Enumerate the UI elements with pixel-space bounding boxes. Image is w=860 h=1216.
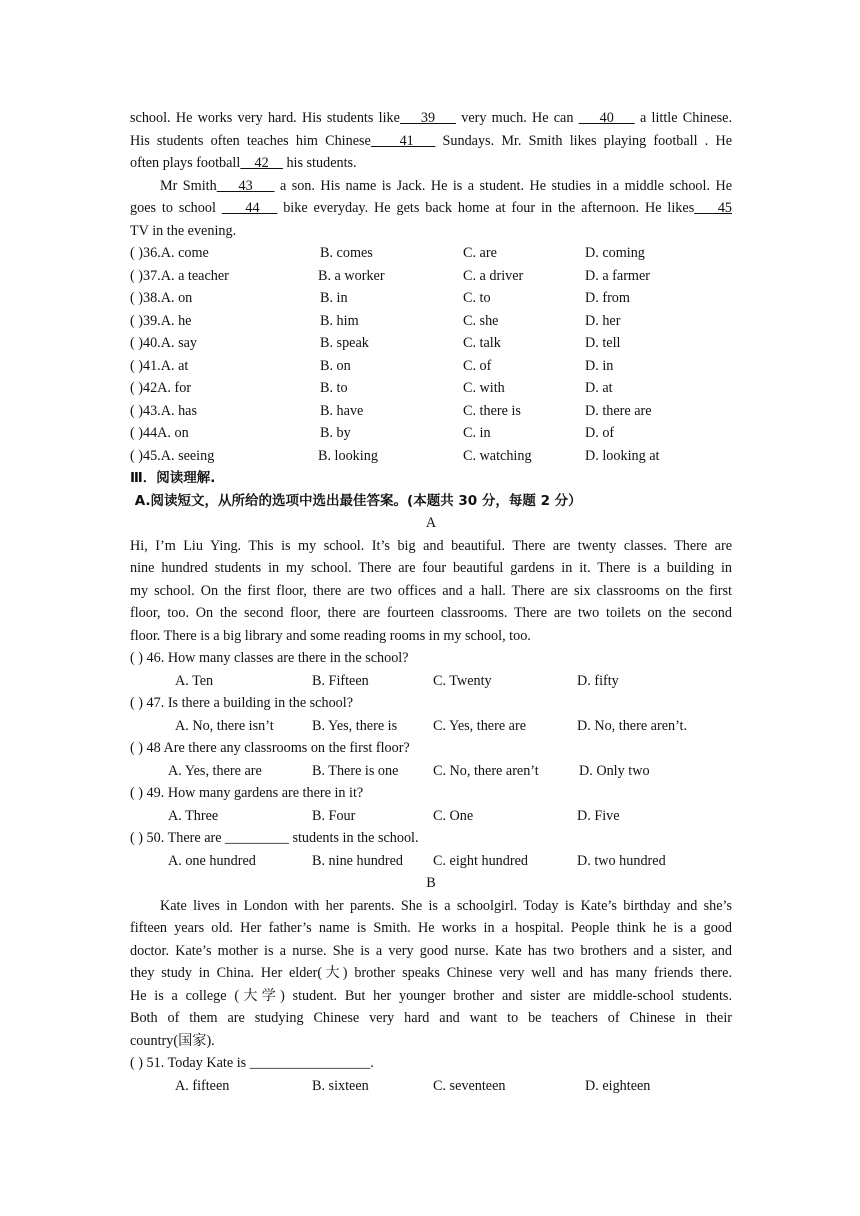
cloze-passage	[130, 107, 732, 242]
option-c: C. Yes, there are	[433, 717, 526, 734]
passage-a	[130, 535, 732, 648]
option-b: B. in	[320, 290, 348, 306]
option-c: C. watching	[463, 447, 532, 464]
cloze-text: Mr Smith	[160, 177, 217, 194]
passage-line: doctor. Kate’s mother is a nurse. She is a very good nurse. Kate has two brothers and a sister, and	[130, 942, 732, 959]
question-text: ( ) 47. Is there a building in the school?	[130, 695, 354, 711]
option-d: D. in	[585, 357, 614, 374]
cloze-text: school. He works very hard. His students like	[130, 110, 400, 126]
cloze-text: Sundays. Mr. Smith likes playing football . He	[435, 132, 732, 149]
cloze-text: very much. He can	[456, 110, 579, 126]
option-a: A. Ten	[175, 672, 214, 689]
option-b: B. to	[320, 380, 348, 396]
cloze-line	[130, 130, 732, 153]
blank-45: 45	[694, 200, 733, 216]
passage-b	[130, 895, 732, 1053]
option-c: C. No, there aren’t	[433, 762, 539, 779]
question-stem	[130, 782, 732, 805]
cloze-text: a little Chinese.	[634, 110, 733, 126]
cloze-line	[130, 175, 732, 198]
passage-line: Both of them are studying Chinese very hard and want to be teachers of Chinese in their	[130, 1010, 732, 1026]
option-a: A. No, there isn’t	[175, 717, 274, 734]
option-row	[130, 332, 732, 355]
option-b: B. nine hundred	[312, 852, 404, 869]
option-d: D. two hundred	[577, 852, 666, 869]
option-c: C. eight hundred	[433, 852, 528, 869]
passage-line: fifteen years old. Her father’s name is Smith. He works in a hospital. People think he is a good	[130, 920, 732, 936]
cloze-text: a son. His name is Jack. He is a student. He studies in a middle school. He	[274, 177, 733, 194]
question-text: ( ) 46. How many classes are there in the school?	[130, 650, 409, 666]
option-b: B. on	[320, 357, 351, 374]
worksheet-page	[130, 107, 732, 1097]
question-options	[130, 1075, 732, 1098]
option-row	[130, 242, 732, 265]
passage-b-label: B	[426, 875, 436, 891]
passage-line: He is a college (大学) student. But her younger brother and sister are middle-school students.	[130, 987, 732, 1004]
cloze-text: His students often teaches him Chinese	[130, 132, 371, 149]
blank-41: 41	[370, 132, 436, 149]
question-text: ( ) 49. How many gardens are there in it?	[130, 785, 364, 801]
option-b: B. speak	[320, 335, 369, 351]
cloze-text: bike everyday. He gets back home at four in the afternoon. He likes	[277, 200, 695, 216]
question-number: ( )39.A. he	[130, 312, 192, 329]
cloze-line	[130, 107, 732, 130]
question-number: ( )36.A. come	[130, 245, 209, 261]
option-row	[130, 445, 732, 468]
option-c: C. of	[463, 357, 492, 374]
cloze-line	[130, 152, 732, 175]
option-c: C. with	[463, 380, 505, 396]
question-stem	[130, 827, 732, 850]
question-stem	[130, 737, 732, 760]
option-d: D. No, there aren’t.	[577, 717, 688, 734]
option-b: B. looking	[318, 447, 378, 464]
option-b: B. have	[320, 402, 364, 419]
passage-line: floor. There is a big library and some reading rooms in my school, too.	[130, 627, 531, 644]
question-options	[130, 760, 732, 783]
option-c: C. to	[463, 290, 491, 306]
option-d: D. Five	[577, 807, 620, 824]
question-number: ( )40.A. say	[130, 335, 197, 351]
option-row	[130, 287, 732, 310]
option-row	[130, 377, 732, 400]
option-c: C. One	[433, 807, 474, 824]
option-d: D. there are	[585, 402, 652, 419]
question-stem	[130, 1052, 732, 1075]
option-d: D. of	[585, 425, 615, 441]
option-d: D. coming	[585, 245, 645, 261]
section-instructions: A.阅读短文，从所给的选项中选出最佳答案。(本题共 30 分，每题 2 分）	[130, 492, 582, 509]
passage-line: Hi, I’m Liu Ying. This is my school. It’s big and beautiful. There are twenty classes. There are	[130, 537, 732, 554]
question-number: ( )43.A. has	[130, 402, 197, 419]
option-b: B. comes	[320, 245, 373, 261]
option-d: D. at	[585, 380, 613, 396]
passage-line: my school. On the first floor, there are two offices and a hall. There are six classrooms on the first	[130, 582, 732, 599]
option-c: C. Twenty	[433, 672, 492, 689]
option-b: B. Yes, there is	[312, 717, 398, 734]
blank-40: 40	[578, 110, 635, 126]
question-text: ( ) 51. Today Kate is _________________.	[130, 1055, 374, 1071]
option-d: D. her	[585, 312, 621, 329]
option-c: C. are	[463, 245, 497, 261]
question-number: ( )37.A. a teacher	[130, 267, 229, 284]
option-b: B. him	[320, 312, 359, 329]
option-a: A. Yes, there are	[168, 762, 262, 779]
option-row	[130, 310, 732, 333]
option-b: B. a worker	[318, 267, 385, 284]
passage-line: nine hundred students in my school. There are four beautiful gardens in it. There is a building in	[130, 560, 732, 576]
question-stem	[130, 692, 732, 715]
question-text: ( ) 50. There are _________ students in the school.	[130, 830, 419, 846]
option-d: D. eighteen	[585, 1077, 651, 1094]
option-d: D. fifty	[577, 672, 619, 689]
option-row	[130, 355, 732, 378]
question-number: ( )44A. on	[130, 425, 189, 441]
question-options	[130, 715, 732, 738]
option-b: B. by	[320, 425, 351, 441]
option-b: B. Four	[312, 807, 356, 824]
passage-line: Kate lives in London with her parents. She is a schoolgirl. Today is Kate’s birthday and she’s	[160, 897, 732, 914]
option-a: A. fifteen	[175, 1077, 230, 1094]
option-d: D. a farmer	[585, 267, 650, 284]
option-c: C. talk	[463, 335, 501, 351]
passage-line: country(国家).	[130, 1032, 215, 1049]
option-c: C. a driver	[463, 267, 524, 284]
question-number: ( )42A. for	[130, 380, 192, 396]
option-d: D. looking at	[585, 447, 660, 464]
option-row	[130, 400, 732, 423]
question-number: ( )45.A. seeing	[130, 447, 215, 464]
question-number: ( )38.A. on	[130, 290, 193, 306]
blank-44: 44	[221, 200, 278, 216]
option-b: B. sixteen	[312, 1077, 369, 1094]
option-d: D. tell	[585, 335, 621, 351]
blank-42: 42	[240, 155, 283, 171]
option-row	[130, 265, 732, 288]
cloze-options	[130, 242, 732, 467]
cloze-text: goes to school	[130, 200, 222, 216]
section-heading: Ⅲ．阅读理解.	[130, 470, 216, 486]
passage-line: floor, too. On the second floor, there are fourteen classrooms. There are two toilets on the second	[130, 605, 732, 621]
blank-39: 39	[399, 110, 456, 126]
cloze-text: often plays football	[130, 155, 241, 171]
option-d: D. from	[585, 290, 630, 306]
cloze-line: TV in the evening.	[130, 222, 237, 239]
question-options	[130, 850, 732, 873]
option-a: A. Three	[168, 807, 219, 824]
option-b: B. Fifteen	[312, 672, 369, 689]
cloze-line	[130, 197, 732, 220]
passage-b-questions	[130, 1052, 732, 1097]
passage-line: they study in China. Her elder(大) brother speaks Chinese very well and has many friends there.	[130, 965, 732, 981]
option-c: C. there is	[463, 402, 521, 419]
question-text: ( ) 48 Are there any classrooms on the first floor?	[130, 740, 410, 756]
option-a: A. one hundred	[168, 852, 256, 869]
option-row	[130, 422, 732, 445]
question-options	[130, 805, 732, 828]
blank-43: 43	[216, 177, 275, 194]
question-number: ( )41.A. at	[130, 357, 189, 374]
option-c: C. seventeen	[433, 1077, 506, 1094]
question-stem	[130, 647, 732, 670]
option-c: C. she	[463, 312, 499, 329]
passage-a-label: A	[425, 515, 437, 531]
passage-a-questions	[130, 647, 732, 872]
option-d: D. Only two	[579, 762, 650, 779]
cloze-text: his students.	[282, 155, 357, 171]
question-options	[130, 670, 732, 693]
option-c: C. in	[463, 425, 491, 441]
option-b: B. There is one	[312, 762, 399, 779]
